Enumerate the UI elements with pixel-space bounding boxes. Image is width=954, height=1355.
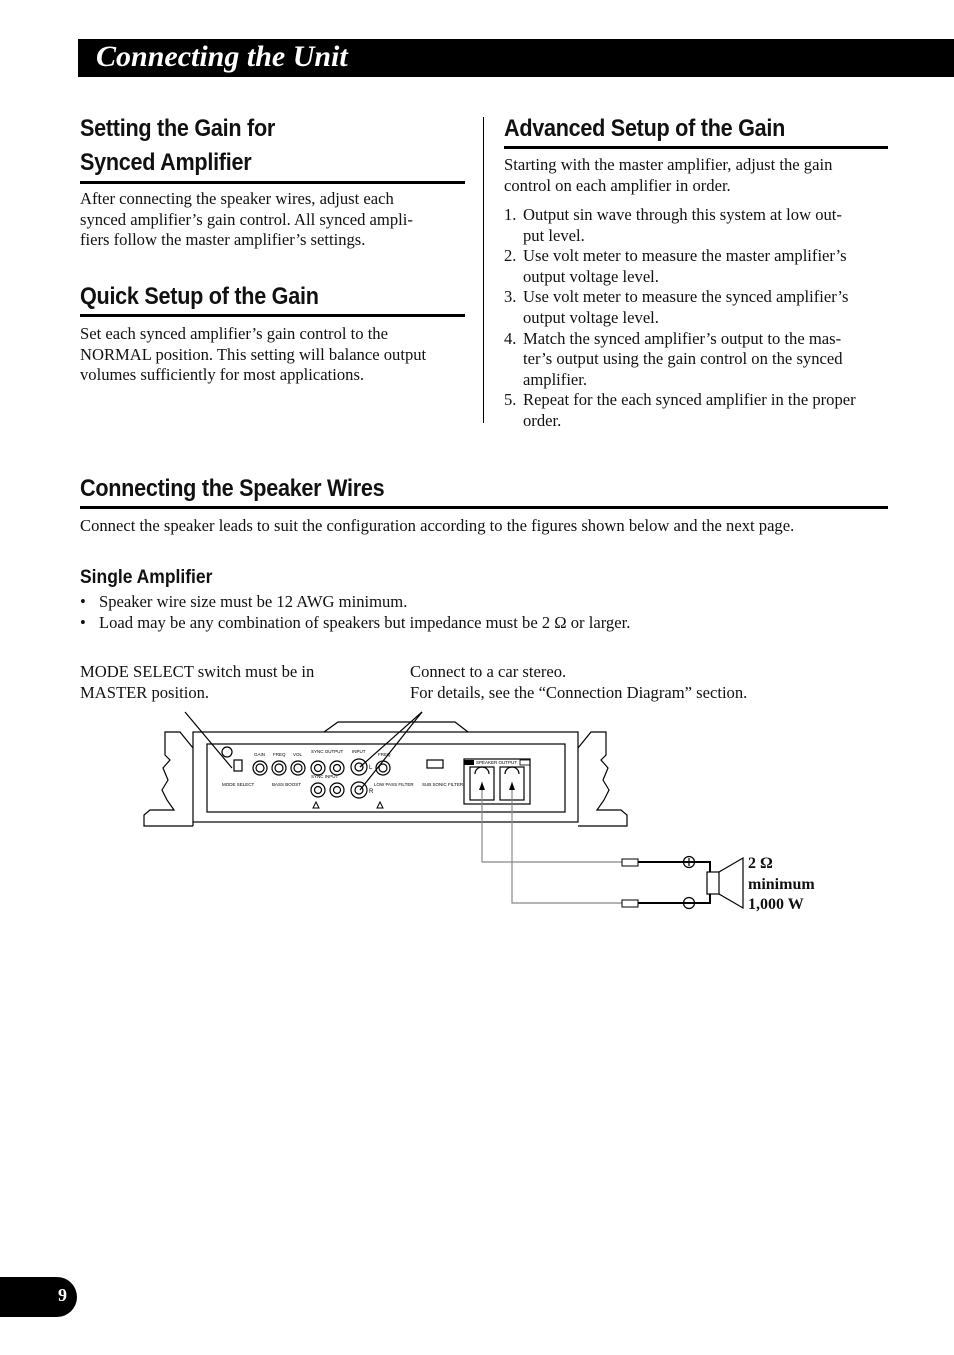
list-item: 5. Repeat for the each synced amplifier in the proper order. — [504, 390, 856, 430]
vol-knob — [291, 761, 305, 775]
quick-setup-text: Set each synced amplifier’s gain control to the NORMAL position. This setting will balance output volumes sufficiently for most applications. — [80, 324, 427, 385]
warning-triangle-icon — [313, 802, 319, 808]
speaker-spec: 2 Ω minimum 1,000 W — [748, 855, 815, 913]
advanced-intro-text: Starting with the master amplifier, adjust the gain control on each amplifier in order. — [504, 155, 833, 195]
heading-speaker-wires: Connecting the Speaker Wires — [80, 475, 385, 502]
heading-quick-setup: Quick Setup of the Gain — [80, 283, 319, 310]
panel-label-sync-input: SYNC INPUT — [311, 774, 339, 779]
callout-car-stereo: Connect to a car stereo. For details, see the “Connection Diagram” section. — [410, 662, 748, 702]
list-item: 3. Use volt meter to measure the synced amplifier’s output voltage level. — [504, 287, 849, 327]
freq-knob — [272, 761, 286, 775]
page-number-tab — [0, 1277, 77, 1317]
rca-input-l — [351, 759, 367, 775]
arrow-icon — [479, 782, 485, 790]
callout-leader — [185, 712, 232, 768]
page-number: 9 — [58, 1285, 67, 1305]
panel-label-sync-output: SYNC OUTPUT — [311, 749, 344, 754]
list-item: 1. Output sin wave through this system at low out- put level. — [504, 205, 842, 245]
speaker-cone — [719, 858, 743, 908]
section-title: Connecting the Unit — [96, 40, 348, 73]
rca-input-l — [330, 761, 344, 775]
panel-label-l: L — [369, 765, 373, 771]
speaker-output-terminal-block — [464, 759, 530, 804]
list-item: 4. Match the synced amplifier’s output to the mas- ter’s output using the gain control on the synced amplifier. — [504, 328, 843, 389]
gain-knob — [253, 761, 267, 775]
rca-input-r — [351, 782, 367, 798]
plus-marker — [464, 760, 474, 765]
panel-label-low-pass-filter: LOW PASS FILTER — [374, 782, 414, 787]
minus-marker — [520, 760, 530, 765]
sync-output-jack — [311, 761, 325, 775]
callout-mode-select: MODE SELECT switch must be in MASTER position. — [80, 662, 315, 702]
callout-leader — [360, 712, 422, 790]
wire-connector — [622, 900, 638, 907]
panel-label-lpf-freq: FREQ — [378, 752, 391, 757]
amplifier-top-lid — [324, 722, 468, 732]
warning-triangle-icon — [377, 802, 383, 808]
heading-advanced-setup: Advanced Setup of the Gain — [504, 115, 786, 142]
panel-label-gain: GAIN — [254, 752, 266, 757]
list-item: • Speaker wire size must be 12 AWG minimum. — [80, 592, 408, 611]
synced-gain-text: After connecting the speaker wires, adjust each synced amplifier’s gain control. All synced ampli- fiers follow the master amplifier’s settings. — [80, 189, 413, 250]
wire-connector — [622, 859, 638, 866]
mounting-foot-right — [578, 732, 627, 826]
amplifier-body — [193, 732, 578, 822]
rca-input-r — [330, 783, 344, 797]
speaker-wire-negative — [512, 782, 622, 903]
panel-label-r: R — [369, 789, 374, 795]
panel-label-input: INPUT — [352, 749, 366, 754]
heading-synced-gain: Setting the Gain for Synced Amplifier — [80, 115, 276, 176]
callout-leader — [360, 712, 422, 767]
list-item: • Load may be any combination of speakers but impedance must be 2 Ω or larger. — [80, 612, 631, 632]
panel-label-vol: VOL — [293, 752, 303, 757]
panel-label-bass-boost: BASS BOOST — [272, 782, 302, 787]
list-item: 2. Use volt meter to measure the master amplifier’s output voltage level. — [504, 246, 847, 286]
panel-label-sub-sonic-filter: SUB SONIC FILTER — [422, 782, 464, 787]
arrow-icon — [509, 782, 515, 790]
panel-label-freq: FREQ — [273, 752, 286, 757]
sync-input-jack — [311, 783, 325, 797]
mode-select-switch — [234, 760, 242, 771]
speaker-wires-text: Connect the speaker leads to suit the configuration according to the figures shown below and the next page. — [80, 516, 795, 535]
panel-label-speaker-output: SPEAKER OUTPUT — [476, 760, 518, 765]
sub-sonic-filter-switch — [427, 760, 443, 768]
mounting-foot-left — [144, 732, 193, 826]
subheading-single-amplifier: Single Amplifier — [80, 567, 213, 588]
speaker-magnet — [707, 872, 719, 894]
led-indicator — [222, 747, 232, 757]
panel-label-mode-select: MODE SELECT — [222, 782, 255, 787]
